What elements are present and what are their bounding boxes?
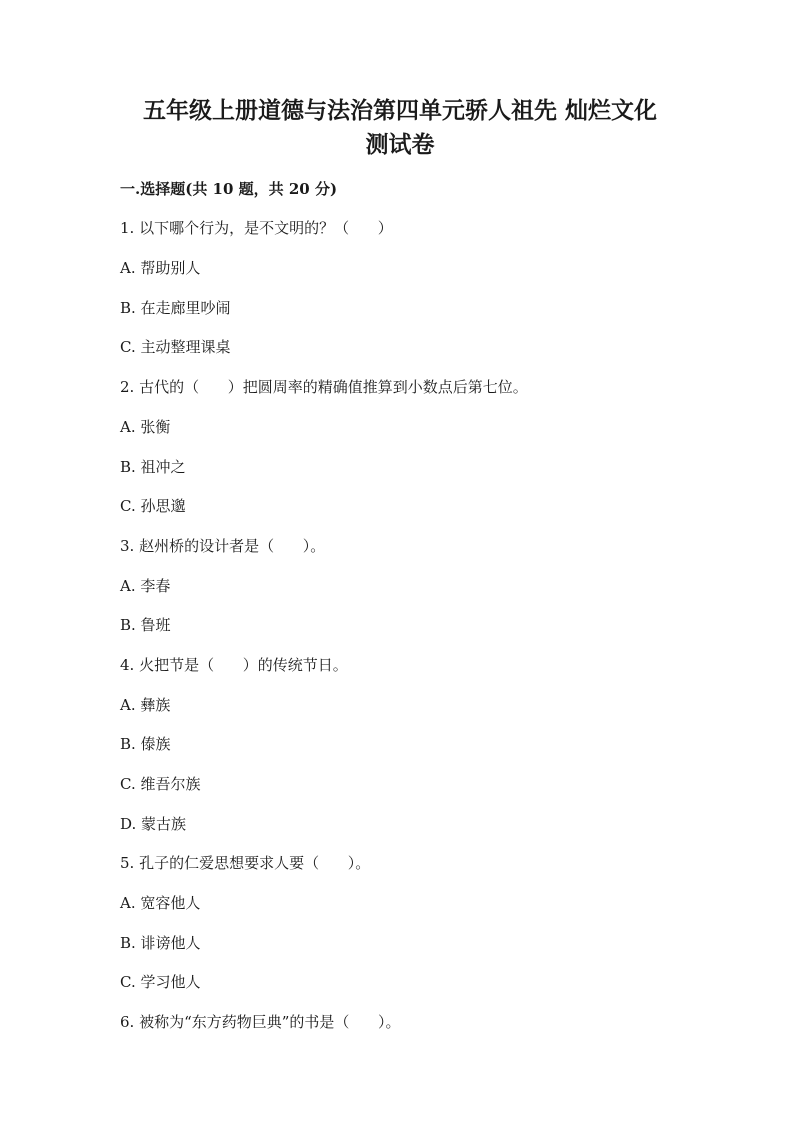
document-title: 五年级上册道德与法治第四单元骄人祖先 灿烂文化 (142, 97, 657, 124)
question-stem: 3. 赵州桥的设计者是（ ）。 (120, 537, 326, 555)
section-heading: 一.选择题(共 10 题，共 20 分) (120, 180, 338, 198)
answer-option: B. 在走廊里吵闹 (120, 299, 231, 317)
question-stem: 6. 被称为“东方药物巨典”的书是（ ）。 (120, 1013, 401, 1031)
answer-option: B. 祖冲之 (120, 458, 186, 476)
answer-option: C. 学习他人 (120, 973, 201, 991)
answer-option: A. 张衡 (120, 418, 171, 436)
answer-option: A. 彝族 (120, 696, 171, 714)
answer-option: A. 帮助别人 (120, 259, 201, 277)
question-stem: 2. 古代的（ ）把圆周率的精确值推算到小数点后第七位。 (120, 378, 528, 396)
answer-option: B. 鲁班 (120, 616, 171, 634)
question-stem: 1. 以下哪个行为，是不文明的？（ ） (120, 219, 393, 237)
question-stem: 4. 火把节是（ ）的传统节日。 (120, 656, 348, 674)
answer-option: C. 孙思邈 (120, 497, 186, 515)
answer-option: D. 蒙古族 (120, 815, 187, 833)
answer-option: C. 维吾尔族 (120, 775, 201, 793)
answer-option: A. 李春 (120, 577, 171, 595)
answer-option: A. 宽容他人 (120, 894, 201, 912)
answer-option: B. 诽谤他人 (120, 934, 201, 952)
answer-option: C. 主动整理课桌 (120, 338, 231, 356)
question-stem: 5. 孔子的仁爱思想要求人要（ ）。 (120, 854, 371, 872)
answer-option: B. 傣族 (120, 735, 171, 753)
document-title-continued: 测试卷 (365, 131, 435, 158)
